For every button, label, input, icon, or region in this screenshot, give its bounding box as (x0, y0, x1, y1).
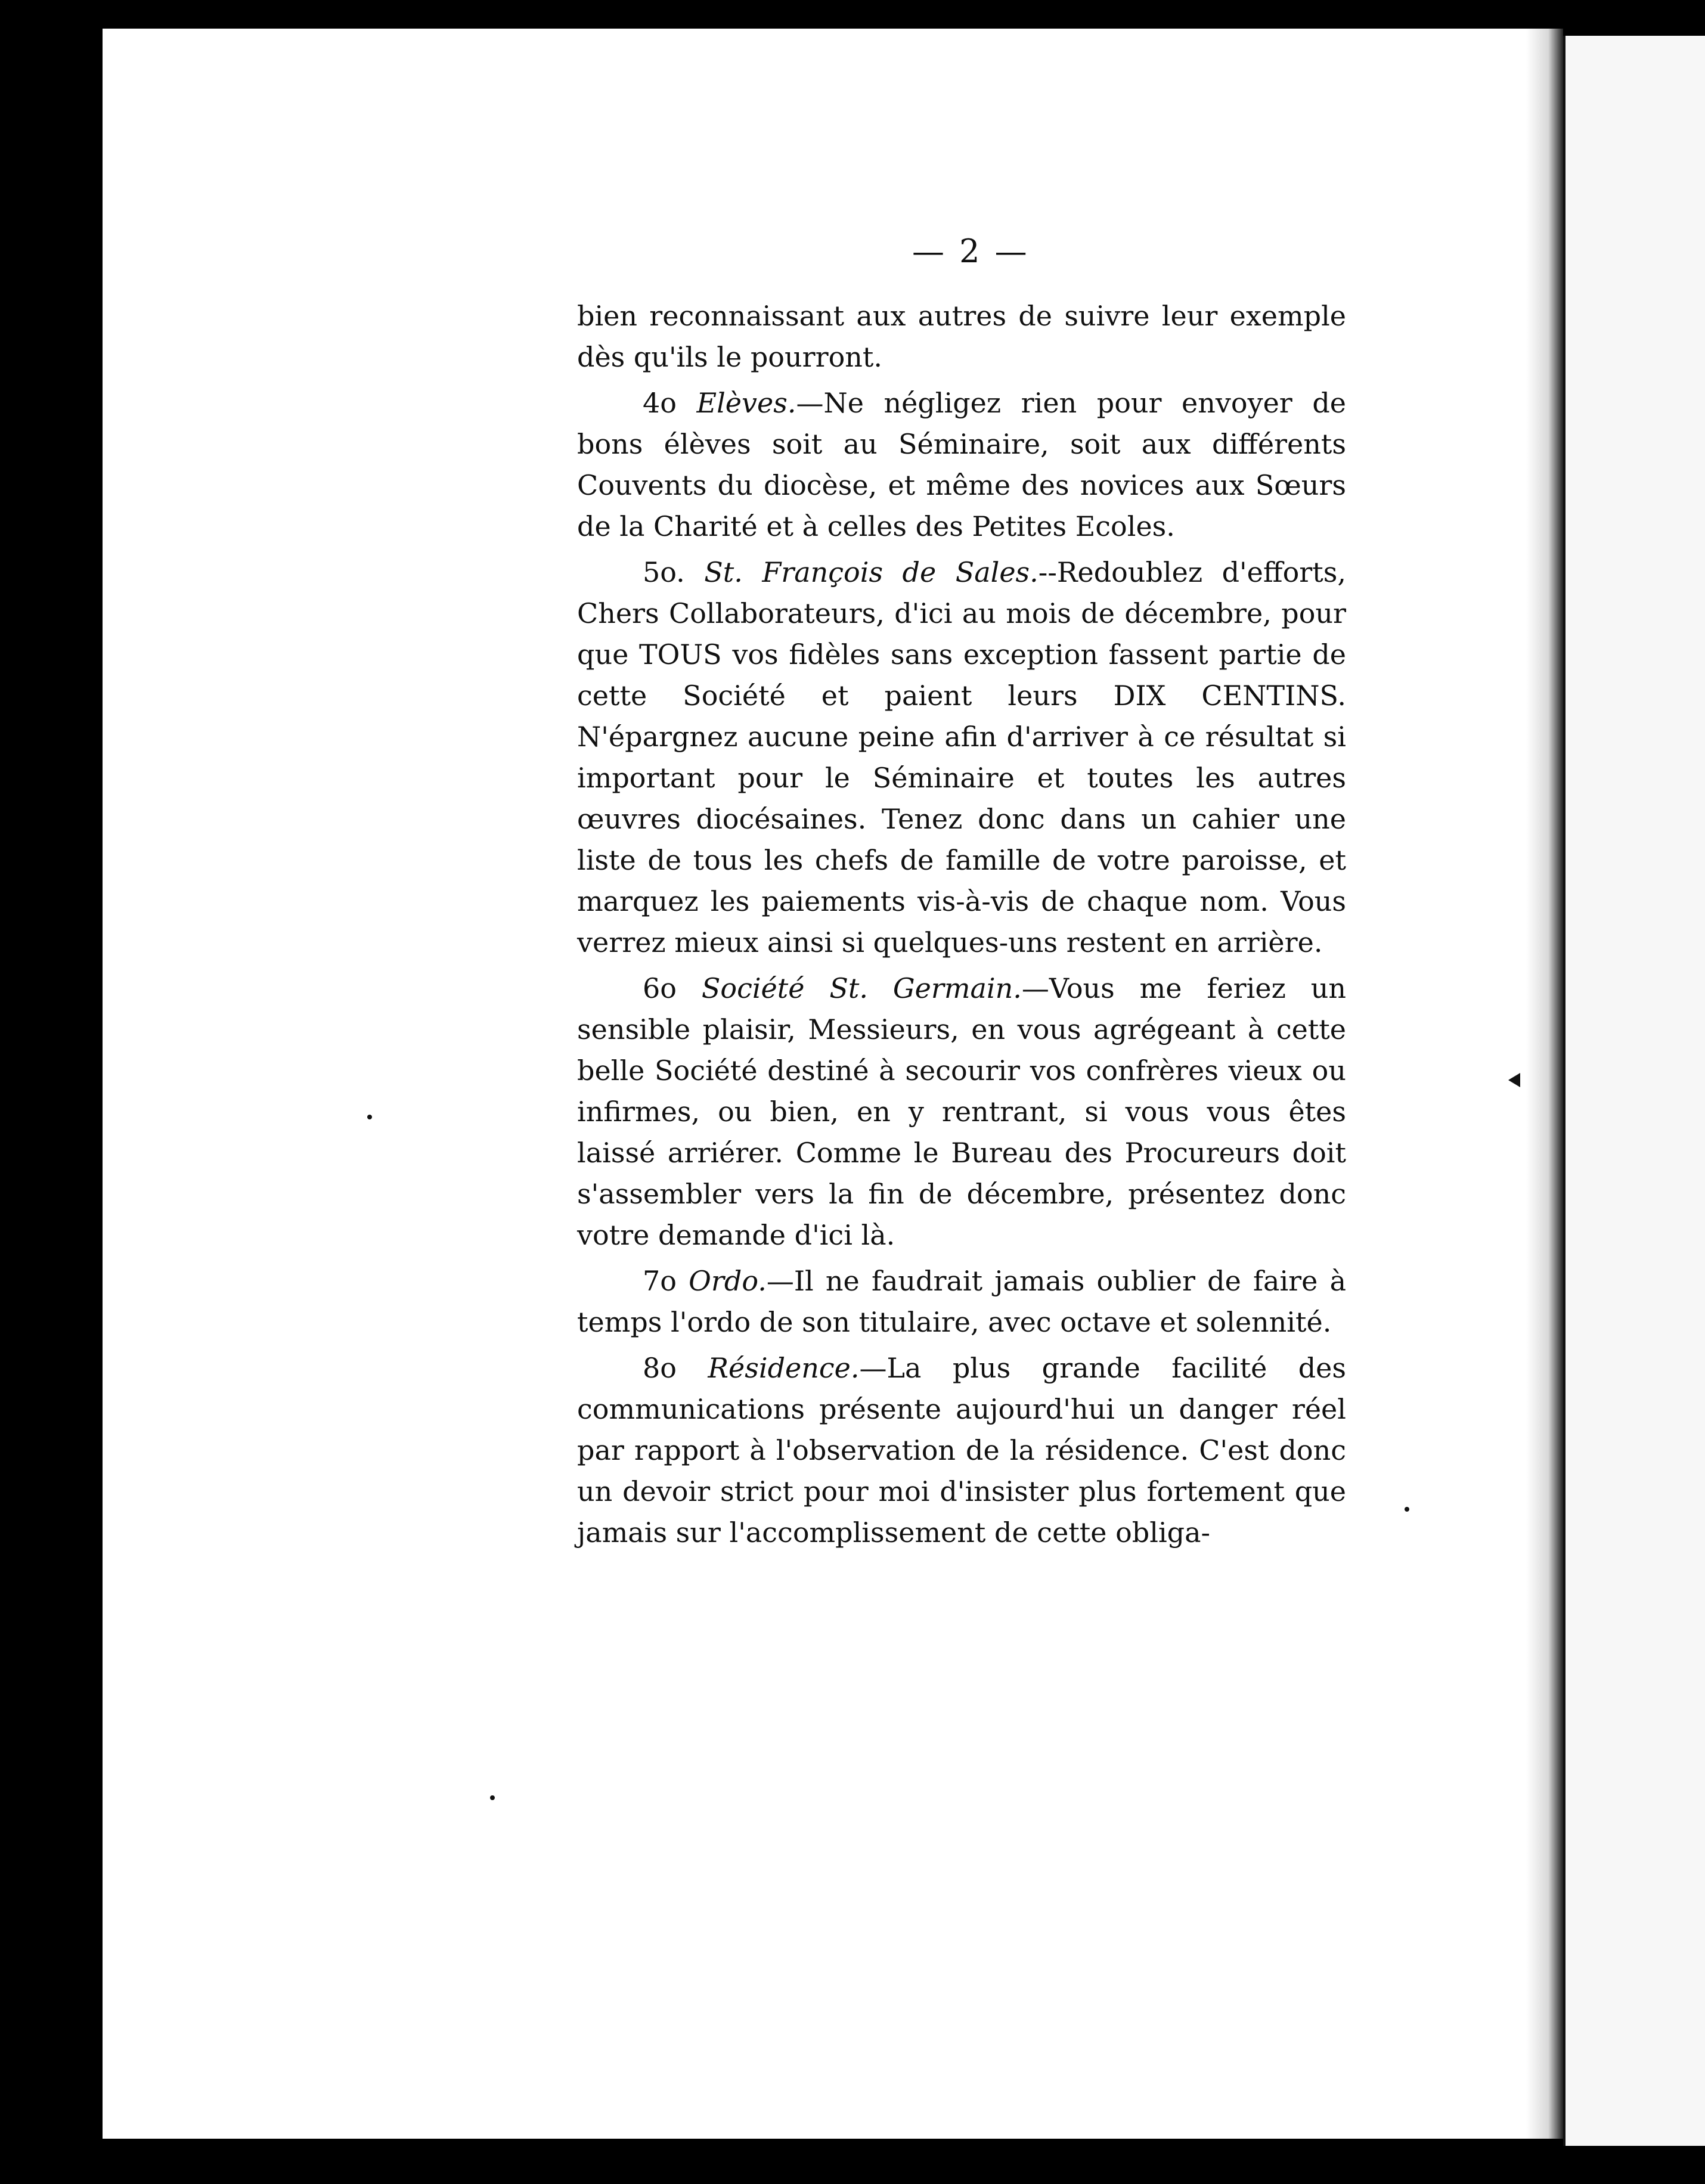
paragraph-title: Société St. Germain. (701, 972, 1022, 1004)
page-number: — 2 — (912, 232, 1030, 270)
paragraph-title: Résidence. (708, 1352, 860, 1384)
paragraph-text: --Redoublez d'efforts, Chers Collaborateurs, d'ici au mois de décembre, pour que TOUS vos fidèles sans exception fassent partie de cette Société et paient leurs DIX CENTINS. N'épargnez aucune peine afin d'arriver à ce résultat si important pour le Séminaire et toutes les autres œuvres diocésaines. Tenez donc dans un cahier une liste de tous les chefs de famille de votre paroisse, et marquez les paiements vis-à-vis de chaque nom. Vous verrez mieux ainsi si quelques-uns restent en arrière. (577, 556, 1346, 958)
paragraph-title: St. François de Sales. (704, 556, 1038, 588)
page-edge-shadow (1526, 29, 1563, 2139)
speck-mark (490, 1795, 495, 1800)
paragraph-title: Elèves. (696, 387, 796, 419)
paragraph-text: —Il ne faudrait jamais oublier de faire à temps l'ordo de son titulaire, avec octave et solennité. (577, 1265, 1347, 1338)
paragraph-title: Ordo. (689, 1265, 767, 1297)
paragraph-text: bien reconnaissant aux autres de suivre leur exemple dès qu'ils le pourront. (577, 300, 1346, 373)
paragraph-continuation (577, 296, 1346, 378)
paragraph-ordo (577, 1261, 1346, 1343)
body-text (577, 296, 1346, 1558)
paragraph-lead: 6o (643, 972, 702, 1004)
paragraph-lead: 4o (643, 387, 697, 419)
paragraph-residence (577, 1348, 1346, 1553)
paragraph-lead: 8o (643, 1352, 708, 1384)
paragraph-lead: 7o (643, 1265, 689, 1297)
paragraph-st-francois (577, 552, 1346, 963)
paragraph-text: —Ne négligez rien pour envoyer de bons élèves soit au Séminaire, soit aux différents Couvents du diocèse, et même des novices aux Sœurs de la Charité et à celles des Petites Ecoles. (577, 387, 1346, 542)
paragraph-text: —La plus grande facilité des communications présente aujourd'hui un danger réel par rapport à l'observation de la résidence. C'est donc un devoir strict pour moi d'insister plus fortement que jamais sur l'accomplissement de cette obliga- (577, 1352, 1346, 1549)
facing-page (1563, 36, 1705, 2146)
speck-mark (1405, 1507, 1409, 1512)
margin-arrow-mark (1508, 1073, 1520, 1087)
paragraph-st-germain (577, 968, 1346, 1256)
paragraph-text: —Vous me feriez un sensible plaisir, Messieurs, en vous agrégeant à cette belle Société destiné à secourir vos confrères vieux ou infirmes, ou bien, en y rentrant, si vous vous êtes laissé arriérer. Comme le Bureau des Procureurs doit s'assembler vers la fin de décembre, présentez donc votre demande d'ici là. (577, 972, 1346, 1251)
speck-mark (367, 1115, 372, 1119)
paragraph-lead: 5o. (643, 556, 705, 588)
paragraph-eleves (577, 383, 1346, 547)
